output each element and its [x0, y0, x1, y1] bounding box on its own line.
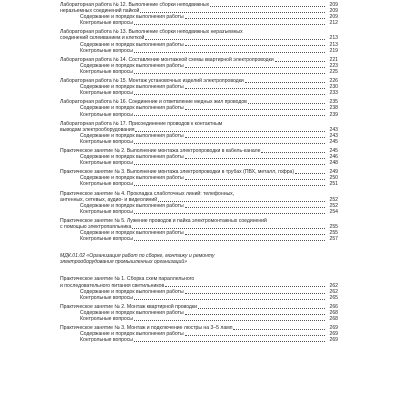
- toc-leader-dots: [233, 329, 325, 330]
- toc-leader-dots: [185, 158, 325, 159]
- toc-page-number: 213: [329, 35, 338, 42]
- toc-leader-dots: [134, 299, 325, 300]
- toc-entry-title: Контрольные вопросы: [80, 294, 133, 301]
- toc-entry-title: Практическое занятие № 5. Лужение проводов и пайка электромонтажных соединений: [60, 217, 267, 224]
- toc-leader-dots: [134, 52, 325, 53]
- toc-entry-title: Содержание и порядок выполнения работы: [80, 62, 184, 69]
- toc-entry-title: Практическое занятие № 4. Прокладка слаботочных линий: телефонных,: [60, 190, 235, 197]
- toc-page-number: 209: [329, 14, 338, 21]
- toc-entry-title: Контрольные вопросы: [80, 316, 133, 323]
- toc-leader-dots: [134, 320, 325, 321]
- toc-leader-dots: [145, 39, 325, 40]
- toc-page-number: 225: [329, 68, 338, 75]
- toc-entry-title: Лабораторная работа № 16. Соединение и ответвление медных жил проводов: [60, 99, 247, 106]
- toc-list: [60, 2, 338, 242]
- toc-page-number: 269: [329, 325, 338, 332]
- toc-entry-title: Практическое занятие № 3. Монтаж и подключение люстры на 3–5 ламп: [60, 325, 233, 332]
- toc-page-number: 223: [329, 62, 338, 69]
- toc-leader-dots: [185, 335, 325, 336]
- toc-entry-title: Лабораторная работа № 13. Выполнение сборки неподвижных неразъемных: [60, 29, 243, 36]
- toc-page-number: 233: [329, 90, 338, 97]
- toc-entry-title: Содержание и порядок выполнения работы: [80, 154, 184, 161]
- toc-entry-title: Лабораторная работа № 14. Составление монтажной схемы квартирной электропроводки: [60, 56, 274, 63]
- toc-leader-dots: [185, 109, 325, 110]
- toc-page-number: 251: [329, 181, 338, 188]
- table-of-contents: [60, 2, 338, 398]
- toc-leader-dots: [248, 103, 325, 104]
- toc-entry-title: выводам электрооборудования: [60, 126, 135, 133]
- toc-page-number: 219: [329, 47, 338, 54]
- toc-page-number: 252: [329, 202, 338, 209]
- toc-page-number: 262: [329, 288, 338, 295]
- toc-entry-title: Контрольные вопросы: [80, 90, 133, 97]
- toc-page-number: 213: [329, 41, 338, 48]
- toc-leader-dots: [134, 24, 325, 25]
- toc-leader-dots: [185, 179, 325, 180]
- toc-page-number: 221: [329, 56, 338, 63]
- toc-page-number: 250: [329, 175, 338, 182]
- toc-leader-dots: [165, 286, 325, 287]
- toc-leader-dots: [210, 6, 325, 7]
- toc-entry-title: Контрольные вопросы: [80, 208, 133, 215]
- toc-leader-dots: [185, 67, 325, 68]
- toc-leader-dots: [134, 164, 325, 165]
- toc-subentry: [60, 337, 338, 343]
- toc-leader-dots: [140, 12, 325, 13]
- toc-entry-title: Содержание и порядок выполнения работы: [80, 14, 184, 21]
- toc-leader-dots: [245, 82, 325, 83]
- toc-page-number: 226: [329, 78, 338, 85]
- toc-page-number: 268: [329, 316, 338, 323]
- toc-page-number: 249: [329, 169, 338, 176]
- toc-entry-title: Содержание и порядок выполнения работы: [80, 230, 184, 237]
- toc-entry-title: Практическое занятие № 1. Сборка схем параллельного: [60, 276, 195, 283]
- toc-leader-dots: [185, 18, 325, 19]
- toc-page-number: 245: [329, 138, 338, 145]
- toc-leader-dots: [134, 94, 325, 95]
- toc-leader-dots: [185, 45, 325, 46]
- toc-page-number: 257: [329, 236, 338, 243]
- toc-leader-dots: [185, 88, 325, 89]
- toc-page-number: 209: [329, 8, 338, 15]
- toc-entry-title: Практическое занятие № 2. Выполнение монтажа электропроводки в кабель-канале: [60, 147, 261, 154]
- toc-entry-title: Контрольные вопросы: [80, 181, 133, 188]
- toc-page-number: 239: [329, 111, 338, 118]
- toc-page-number: 255: [329, 230, 338, 237]
- toc-entry-title: Содержание и порядок выполнения работы: [80, 309, 184, 316]
- toc-leader-dots: [134, 341, 325, 342]
- toc-page-number: 245: [329, 147, 338, 154]
- toc-entry-title: Содержание и порядок выполнения работы: [80, 202, 184, 209]
- toc-leader-dots: [185, 207, 325, 208]
- toc-leader-dots: [198, 308, 325, 309]
- mdk-heading-line: МДК.01.02 «Организация работ по сборке, монтажу и ремонту: [60, 253, 215, 260]
- toc-entry-title: Содержание и порядок выполнения работы: [80, 175, 184, 182]
- toc-entry-title: соединений склеиванием и клеткой: [60, 35, 145, 42]
- toc-leader-dots: [185, 137, 325, 138]
- toc-entry-title: Содержание и порядок выполнения работы: [80, 41, 184, 48]
- toc-leader-dots: [134, 143, 325, 144]
- toc-entry-title: Контрольные вопросы: [80, 236, 133, 243]
- toc-page-number: 269: [329, 331, 338, 338]
- toc-page-number: 252: [329, 196, 338, 203]
- toc-entry-title: Содержание и порядок выполнения работы: [80, 331, 184, 338]
- toc-entry-title: и последовательного питания светильников: [60, 282, 165, 289]
- toc-page-number: 209: [329, 2, 338, 8]
- toc-leader-dots: [261, 152, 325, 153]
- toc-entry-title: Контрольные вопросы: [80, 138, 133, 145]
- toc-leader-dots: [134, 73, 325, 74]
- toc-list: [60, 276, 338, 343]
- toc-entry-title: Лабораторная работа № 15. Монтаж установочных изделий электропроводки: [60, 78, 244, 85]
- toc-entry-title: неразъемных соединений пайкой: [60, 8, 140, 15]
- toc-leader-dots: [185, 293, 325, 294]
- toc-page-number: 230: [329, 84, 338, 91]
- toc-leader-dots: [134, 185, 325, 186]
- toc-leader-dots: [135, 131, 325, 132]
- toc-page-number: 243: [329, 132, 338, 139]
- toc-page-number: 246: [329, 154, 338, 161]
- toc-page-number: 212: [329, 20, 338, 27]
- toc-entry-title: Содержание и порядок выполнения работы: [80, 84, 184, 91]
- toc-leader-dots: [185, 314, 325, 315]
- toc-leader-dots: [295, 173, 325, 174]
- toc-entry-title: Контрольные вопросы: [80, 68, 133, 75]
- toc-leader-dots: [134, 115, 325, 116]
- toc-entry-title: Контрольные вопросы: [80, 111, 133, 118]
- toc-entry-title: Лабораторная работа № 12. Выполнение сборки неподвижных: [60, 2, 210, 8]
- toc-entry-title: Контрольные вопросы: [80, 337, 133, 344]
- toc-entry-title: Содержание и порядок выполнения работы: [80, 288, 184, 295]
- toc-page-number: 255: [329, 224, 338, 230]
- toc-entry-title: антенных, сетевых, аудио- и видеолиний: [60, 196, 158, 203]
- toc-page-number: 266: [329, 303, 338, 310]
- toc-page-number: 268: [329, 309, 338, 316]
- toc-page-number: 262: [329, 282, 338, 289]
- toc-leader-dots: [275, 61, 325, 62]
- mdk-heading: [60, 253, 338, 265]
- toc-page-number: 248: [329, 160, 338, 167]
- toc-page-number: 235: [329, 99, 338, 106]
- toc-entry-title: Лабораторная работа № 17. Присоединение проводов к контактным: [60, 120, 223, 127]
- toc-page-number: 243: [329, 126, 338, 133]
- toc-leader-dots: [134, 240, 325, 241]
- toc-leader-dots: [185, 234, 325, 235]
- toc-entry-title: Контрольные вопросы: [80, 47, 133, 54]
- toc-page-number: 269: [329, 337, 338, 344]
- toc-leader-dots: [158, 201, 325, 202]
- toc-entry-title: Содержание и порядок выполнения работы: [80, 105, 184, 112]
- toc-entry-title: Контрольные вопросы: [80, 160, 133, 167]
- toc-page-number: 254: [329, 208, 338, 215]
- toc-entry-title: Содержание и порядок выполнения работы: [80, 132, 184, 139]
- toc-entry-title: Практическое занятие № 3. Выполнение монтажа электропроводки в трубах (ПВХ, металл, гофра): [60, 169, 295, 176]
- mdk-heading-line: электрооборудования промышленных организаций»: [60, 259, 188, 266]
- toc-entry-title: Контрольные вопросы: [80, 20, 133, 27]
- toc-page-number: 238: [329, 105, 338, 112]
- toc-entry-title: с помощью электропаяльника: [60, 224, 132, 230]
- toc-leader-dots: [132, 228, 325, 229]
- toc-page-number: 265: [329, 294, 338, 301]
- toc-entry-title: Практическое занятие № 2. Монтаж квартирной проводки: [60, 303, 197, 310]
- toc-leader-dots: [134, 213, 325, 214]
